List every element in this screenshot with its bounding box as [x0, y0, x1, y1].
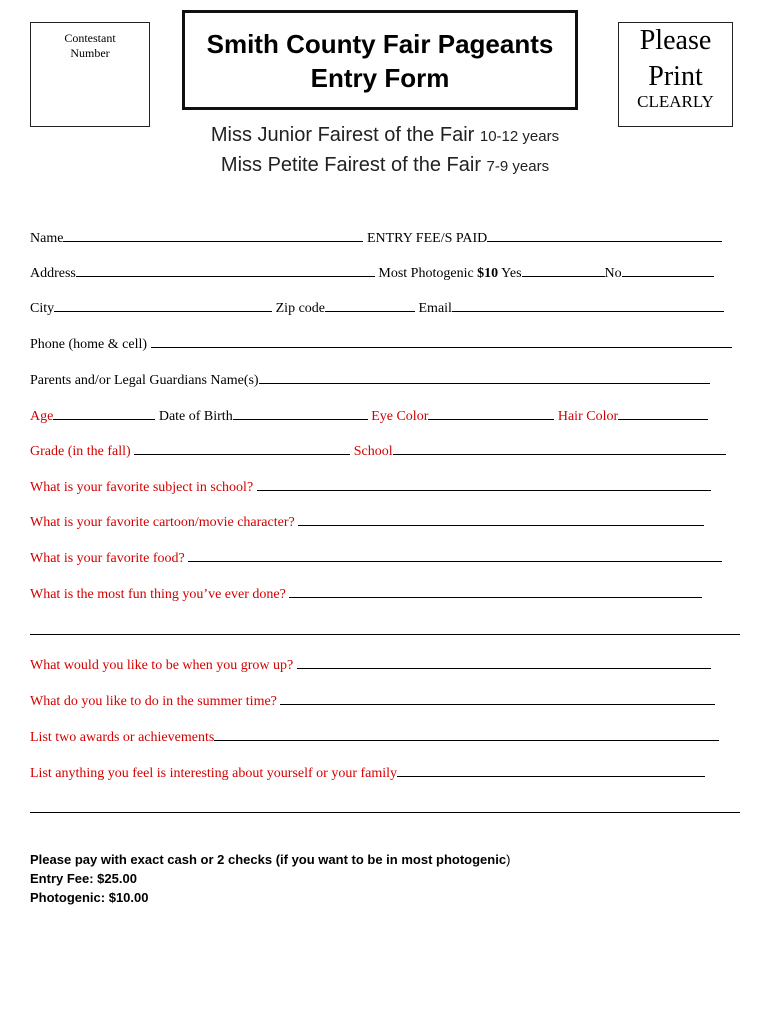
please-label: Please	[639, 25, 712, 56]
row-city	[30, 298, 724, 317]
eye-color-field[interactable]	[428, 406, 554, 420]
photogenic-label: Most Photogenic	[378, 266, 474, 281]
number-label: Number	[70, 46, 110, 60]
payment-note-text: Please pay with exact cash or 2 checks (if you want to be in most photogenic	[30, 852, 507, 867]
school-field[interactable]	[393, 441, 726, 455]
name-field[interactable]	[63, 228, 363, 242]
form-title-box	[182, 10, 578, 110]
division-junior-years: 10-12 years	[479, 128, 560, 145]
row-phone	[30, 334, 732, 353]
age-field[interactable]	[53, 406, 155, 420]
question-summer-field[interactable]	[280, 691, 715, 705]
phone-field[interactable]	[151, 334, 732, 348]
question-fun-extra-line[interactable]	[30, 634, 740, 635]
question-interesting-label: List anything you feel is interesting about yourself or your family	[30, 766, 398, 781]
division-petite-title: Miss Petite Fairest of the Fair	[220, 154, 481, 176]
no-label: No	[604, 266, 622, 281]
city-label: City	[30, 301, 55, 316]
dob-field[interactable]	[233, 406, 368, 420]
entry-fee-amount: Entry Fee: $25.00	[30, 871, 137, 886]
division-junior	[0, 124, 770, 147]
form-subtitle: Entry Form	[310, 63, 450, 93]
contestant-number-box[interactable]	[30, 22, 150, 127]
question-food	[30, 548, 722, 567]
form-title: Smith County Fair Pageants	[206, 29, 554, 59]
row-age	[30, 406, 708, 425]
division-petite-years: 7-9 years	[486, 158, 550, 175]
payment-instructions	[30, 850, 510, 907]
question-subject-label: What is your favorite subject in school?	[30, 480, 254, 495]
zip-field[interactable]	[325, 298, 415, 312]
row-name	[30, 228, 722, 247]
question-awards-field[interactable]	[214, 727, 719, 741]
question-fun-field[interactable]	[289, 584, 702, 598]
question-summer-label: What do you like to do in the summer time?	[30, 694, 277, 709]
eye-color-label: Eye Color	[371, 409, 429, 424]
parents-label: Parents and/or Legal Guardians Name(s)	[30, 373, 259, 388]
dob-label: Date of Birth	[158, 409, 233, 424]
print-label: Print	[648, 61, 703, 92]
question-food-field[interactable]	[188, 548, 722, 562]
payment-note-paren: )	[506, 852, 511, 867]
question-grow	[30, 655, 711, 674]
zip-label: Zip code	[275, 301, 325, 316]
question-interesting	[30, 763, 705, 782]
question-awards-label: List two awards or achievements	[30, 730, 215, 745]
question-subject	[30, 477, 711, 496]
grade-label: Grade (in the fall)	[30, 444, 131, 459]
school-label: School	[353, 444, 393, 459]
photogenic-fee-amount: Photogenic: $10.00	[30, 890, 149, 905]
age-label: Age	[30, 409, 54, 424]
grade-field[interactable]	[134, 441, 350, 455]
question-cartoon-field[interactable]	[298, 512, 704, 526]
division-petite	[0, 154, 770, 177]
question-interesting-extra-line[interactable]	[30, 812, 740, 813]
entry-fee-field[interactable]	[487, 228, 722, 242]
hair-color-field[interactable]	[618, 406, 708, 420]
question-cartoon	[30, 512, 704, 531]
question-fun	[30, 584, 702, 603]
question-grow-field[interactable]	[297, 655, 711, 669]
parents-field[interactable]	[259, 370, 710, 384]
question-interesting-field[interactable]	[397, 763, 705, 777]
row-parents	[30, 370, 710, 389]
no-field[interactable]	[622, 263, 714, 277]
entry-fee-label: ENTRY FEE/S PAID	[366, 231, 488, 246]
email-field[interactable]	[452, 298, 724, 312]
photogenic-price: $10	[477, 266, 499, 281]
city-field[interactable]	[54, 298, 272, 312]
email-label: Email	[418, 301, 452, 316]
question-fun-label: What is the most fun thing you’ve ever done?	[30, 587, 286, 602]
question-cartoon-label: What is your favorite cartoon/movie character?	[30, 515, 295, 530]
question-grow-label: What would you like to be when you grow up?	[30, 658, 294, 673]
please-print-box	[618, 22, 733, 127]
phone-label: Phone (home & cell)	[30, 337, 148, 352]
contestant-label: Contestant	[64, 31, 116, 45]
name-label: Name	[30, 231, 64, 246]
address-label: Address	[30, 266, 76, 281]
address-field[interactable]	[76, 263, 375, 277]
row-grade	[30, 441, 726, 460]
clearly-label: CLEARLY	[637, 92, 714, 111]
question-subject-field[interactable]	[257, 477, 711, 491]
yes-label: Yes	[501, 266, 522, 281]
question-food-label: What is your favorite food?	[30, 551, 185, 566]
hair-color-label: Hair Color	[557, 409, 619, 424]
yes-field[interactable]	[522, 263, 605, 277]
row-address	[30, 263, 714, 282]
question-awards	[30, 727, 719, 746]
question-summer	[30, 691, 715, 710]
division-junior-title: Miss Junior Fairest of the Fair	[210, 124, 475, 146]
payment-note	[30, 850, 510, 869]
